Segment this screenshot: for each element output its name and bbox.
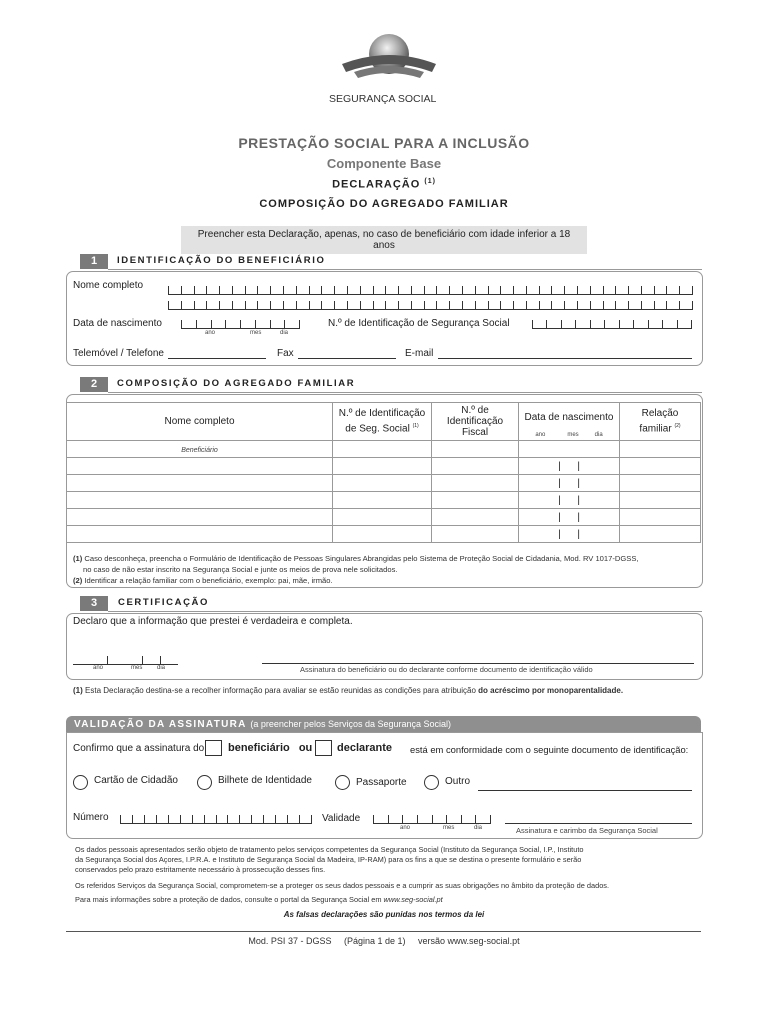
other-radio[interactable]: [424, 775, 439, 790]
passport-radio[interactable]: [335, 775, 350, 790]
other-label: Outro: [445, 776, 471, 787]
table-row-beneficiary[interactable]: [67, 441, 701, 458]
birth-label: Data de nascimento: [73, 318, 162, 329]
name-input-line2[interactable]: [168, 299, 693, 310]
stamp-caption: Assinatura e carimbo da Segurança Social: [516, 826, 658, 835]
certification-signature-line[interactable]: [262, 663, 694, 664]
privacy-paragraph2: Os referidos Serviços da Segurança Social, comprometem-se a proteger os seus dados pessoais e a cumprir as suas obrigações no âmbito da proteção de dados.: [75, 881, 610, 890]
birth-date-input[interactable]: [181, 318, 300, 329]
beneficiary-label: Beneficiário: [181, 446, 218, 454]
privacy-paragraph1: Os dados pessoais apresentados serão objeto de tratamento pelos serviços competentes da Segurança Social (Instituto da Segurança Social, I.P., Instituto da Segurança Social dos Açores, I.P.R.A. e Instituto de Segurança Social da Madeira, IP-RAM) para os fins a que se destina o presente formulário e serão conservados pelo prazo estritamente necessário à prossecução desses fins.: [75, 845, 584, 874]
composition-title: COMPOSIÇÃO DO AGREGADO FAMILIAR: [259, 198, 509, 210]
section3-number: 3: [80, 596, 108, 611]
declaration-title: [0, 178, 768, 191]
footer-version: versão www.seg-social.pt: [418, 936, 520, 946]
fax-label: Fax: [277, 348, 294, 359]
col-relation-header: Relação familiar $^{(2)}$: [620, 403, 701, 441]
validation-header: [66, 716, 701, 732]
footer-page: (Página 1 de 1): [343, 936, 406, 946]
col-name-header: Nome completo: [67, 403, 333, 441]
bi-radio[interactable]: [197, 775, 212, 790]
niss-label: N.º de Identificação de Segurança Social: [328, 318, 510, 329]
phone-label: Telemóvel / Telefone: [73, 348, 164, 359]
declaration-label: DECLARAÇÃO: [332, 178, 421, 191]
privacy-paragraph3: Para mais informações sobre a proteção de dados, consulte o portal da Segurança Social em www.seg-social.pt: [75, 895, 443, 904]
instruction-banner: Preencher esta Declaração, apenas, no caso de beneficiário com idade inferior a 18 anos: [181, 226, 587, 254]
table-row[interactable]: | |: [67, 509, 701, 526]
conformity-text: está em conformidade com o seguinte documento de identificação:: [410, 744, 689, 755]
validity-label: Validade: [322, 813, 361, 824]
col-niss-header: N.º de Identificação de Seg. Social $^{(1)}$: [333, 403, 432, 441]
form-subtitle: Componente Base: [326, 156, 442, 171]
niss-input[interactable]: [532, 318, 692, 329]
certification-statement: Declaro que a informação que prestei é verdadeira e completa.: [73, 616, 353, 627]
email-input[interactable]: [438, 358, 692, 359]
col-birth-header: Data de nascimento ano mes dia: [519, 403, 620, 441]
col-nif-header: N.º de Identificação Fiscal: [432, 403, 519, 441]
cert-mes: mes: [131, 665, 143, 671]
cc-label: Cartão de Cidadão: [94, 775, 178, 786]
birth-ano: ano: [205, 330, 216, 336]
validity-ano: ano: [400, 825, 411, 831]
beneficiary-option: beneficiário ou: [228, 742, 313, 754]
beneficiary-checkbox[interactable]: [205, 740, 222, 756]
validity-mes: mes: [443, 825, 455, 831]
confirm-text: Confirmo que a assinatura do: [73, 743, 205, 754]
footer: [0, 936, 768, 946]
section3-title: CERTIFICAÇÃO: [118, 597, 209, 608]
table-row[interactable]: | |: [67, 492, 701, 509]
section3-footnote: (1) Esta Declaração destina-se a recolher informação para avaliar se estão reunidas as condições para atribuição do acréscimo por monoparentalidade.: [73, 686, 624, 695]
validity-dia: dia: [474, 825, 483, 831]
logo-text: SEGURANÇA SOCIAL: [329, 93, 437, 105]
email-label: E-mail: [405, 348, 434, 359]
cc-radio[interactable]: [73, 775, 88, 790]
bi-label: Bilhete de Identidade: [218, 775, 312, 786]
declarant-checkbox[interactable]: [315, 740, 332, 756]
number-label: Número: [73, 812, 109, 823]
phone-input[interactable]: [168, 358, 266, 359]
footer-model: Mod. PSI 37 - DGSS: [248, 936, 332, 946]
cert-ano: ano: [93, 665, 104, 671]
number-input[interactable]: [120, 813, 312, 824]
validation-note: (a preencher pelos Serviços da Segurança Social): [250, 719, 452, 729]
cert-dia: dia: [157, 665, 166, 671]
section1-title: IDENTIFICAÇÃO DO BENEFICIÁRIO: [117, 255, 326, 266]
privacy-link[interactable]: www.seg-social.pt: [383, 895, 443, 904]
validity-input[interactable]: [373, 813, 491, 824]
false-declarations-warning: As falsas declarações são punidas nos termos da lei: [283, 910, 485, 919]
section2-title: COMPOSIÇÃO DO AGREGADO FAMILIAR: [117, 378, 356, 389]
household-table: [66, 402, 701, 543]
certification-date-input[interactable]: [73, 654, 178, 665]
section2-number: 2: [80, 377, 108, 392]
passport-label: Passaporte: [356, 777, 407, 788]
declaration-note: (1): [424, 178, 436, 185]
birth-mes: mes: [250, 330, 262, 336]
section1-number: 1: [80, 254, 108, 269]
fax-input[interactable]: [298, 358, 396, 359]
table-row[interactable]: | |: [67, 475, 701, 492]
section2-note1: (1) Caso desconheça, preencha o Formulário de Identificação de Pessoas Singulares Abrangidas pelo Sistema de Proteção Social de Cidadania, Mod. RV 1017-DGSS, no caso de não estar inscrito na Segurança Social e junte os meios de prova nele solicitados. (2) Identificar a relação familiar com o beneficiário, exemplo: pai, mãe, irmão.: [73, 554, 639, 585]
certification-signature-caption: Assinatura do beneficiário ou do declarante conforme documento de identificação válido: [300, 665, 593, 674]
form-title: PRESTAÇÃO SOCIAL PARA A INCLUSÃO: [238, 135, 530, 151]
name-label: Nome completo: [73, 280, 144, 291]
table-row[interactable]: | |: [67, 458, 701, 475]
name-input-line1[interactable]: [168, 284, 693, 295]
declarant-option: declarante: [337, 742, 393, 754]
table-row[interactable]: | |: [67, 526, 701, 543]
stamp-line[interactable]: [505, 823, 692, 824]
other-input[interactable]: [478, 790, 692, 791]
birth-dia: dia: [280, 330, 289, 336]
validation-title: VALIDAÇÃO DA ASSINATURA: [74, 719, 247, 730]
footer-divider: [66, 931, 701, 932]
logo: [334, 30, 444, 90]
